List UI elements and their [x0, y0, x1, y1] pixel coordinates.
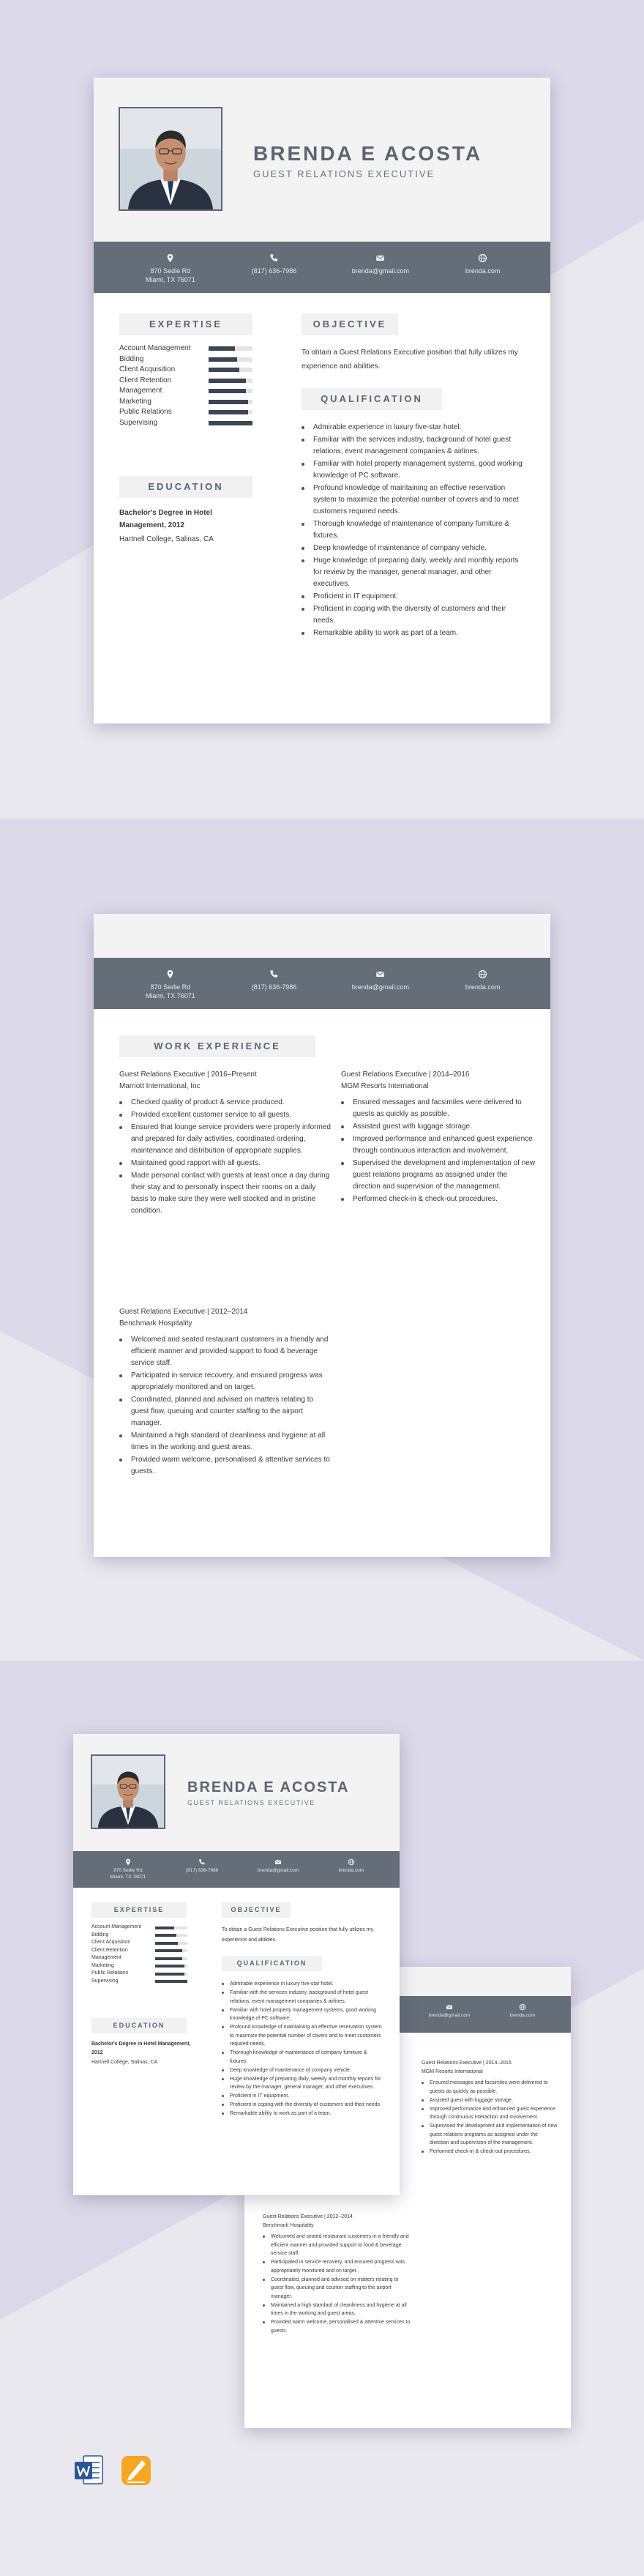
section-qualification: QUALIFICATION — [302, 388, 442, 410]
skill-row — [119, 419, 258, 430]
skill-level-fill — [155, 1942, 178, 1945]
preview-panel-page-2 — [0, 819, 644, 1661]
skill-label: Supervising — [119, 418, 158, 427]
candidate-name: BRENDA E ACOSTA — [253, 142, 483, 165]
bullet-item: Ensured that lounge service providers were properly informed and prepared for daily activities, coordinated ordering, maintenance and distribution of appropriate supplies. — [119, 1122, 332, 1157]
preview-panel-page-1 — [0, 0, 644, 819]
bullet-item: Improved performance and enhanced guest experience through continuous interaction and involvement. — [341, 1133, 536, 1157]
envelope-icon — [333, 969, 428, 979]
skill-label: Management — [119, 387, 162, 395]
skill-label: Marketing — [91, 1962, 114, 1968]
bullet-item: Thorough knowledge of maintenance of company furniture & fixtures. — [302, 518, 528, 542]
skill-level-bar — [155, 1980, 187, 1983]
skill-level-fill — [155, 1927, 174, 1929]
contact-address-line: 870 Sedie Rd — [113, 1868, 143, 1873]
skill-row — [119, 355, 258, 366]
candidate-title: GUEST RELATIONS EXECUTIVE — [187, 1799, 315, 1806]
phone-icon — [226, 253, 321, 263]
skill-level-bar — [209, 346, 252, 351]
bullet-item: Deep knowledge of maintenance of company vehicle. — [302, 543, 528, 554]
skill-label: Public Relations — [119, 408, 172, 416]
skill-row — [91, 1924, 191, 1932]
skill-level-bar — [209, 410, 252, 414]
microsoft-word-icon — [75, 2456, 102, 2484]
skill-level-bar — [155, 1942, 187, 1945]
skill-row — [91, 1978, 191, 1987]
skill-label: Bidding — [119, 354, 144, 363]
job-title: Guest Relations Executive | 2014–2016 — [341, 1071, 470, 1079]
job-company: MGM Resorts International — [341, 1082, 429, 1090]
objective-text: To obtain a Guest Relations Executive position that fully utilizes my experience and abilities. — [302, 349, 518, 371]
apple-pages-icon — [121, 2456, 151, 2485]
education-degree: Bachelor's Degree in Hotel Management, 2012 — [91, 2041, 191, 2055]
skill-row — [91, 1948, 191, 1956]
skill-label: Client Retention — [91, 1947, 128, 1953]
contact-phone-text: (817) 636-7986 — [185, 1868, 219, 1873]
skill-label: Client Acquisition — [119, 365, 176, 373]
skill-level-fill — [155, 1965, 184, 1968]
contact-address-line: Miami, TX 76071 — [145, 276, 195, 284]
envelope-icon — [413, 2003, 486, 2011]
bullet-item: Supervised the development and implementation of new guest relations programs as assigned under the direction and supervision of the management. — [341, 1158, 536, 1193]
bullet-item: Maintained a high standard of cleanliness and hygiene at all times in the working and guest areas. — [263, 2301, 412, 2318]
bullet-item: Improved performance and enhanced guest experience through continuous interaction and involvement. — [422, 2105, 558, 2122]
bullet-item: Assisted guest with luggage storage. — [422, 2096, 558, 2105]
contact-website — [435, 253, 531, 275]
job-company: Marriott International, Inc — [119, 1082, 201, 1090]
bullet-item: Remarkable ability to work as part of a team. — [222, 2110, 384, 2118]
skill-level-fill — [209, 379, 246, 383]
skill-row — [119, 398, 258, 409]
bullet-item: Familiar with hotel property management systems, good working knowledge of PC software. — [222, 2006, 384, 2023]
contact-email — [413, 2003, 486, 2020]
resume-page-2 — [94, 914, 550, 1557]
contact-email-text[interactable]: brenda@gmail.com — [351, 267, 409, 275]
contact-address-line: Miami, TX 76071 — [110, 1874, 146, 1880]
skill-level-fill — [209, 368, 239, 372]
bullet-item: Coordinated, planned and advised on matters relating to guest flow, queuing and counter staffing to the airport manager. — [263, 2276, 412, 2301]
bullet-item: Coordinated, planned and advised on matters relating to guest flow, queuing and counter staffing to the airport manager. — [119, 1394, 332, 1429]
bullet-item: Remarkable ability to work as part of a team. — [302, 628, 528, 639]
skill-level-fill — [155, 1973, 184, 1976]
skill-label: Client Acquisition — [91, 1940, 131, 1945]
preview-panel-overview — [0, 1661, 644, 2576]
contact-phone-text: (817) 636-7986 — [251, 983, 297, 991]
job-title: Guest Relations Executive | 2012–2014 — [119, 1308, 248, 1316]
education-degree: Bachelor's Degree in Hotel Management, 2012 — [119, 509, 212, 529]
skill-level-bar — [209, 400, 252, 404]
skill-level-fill — [155, 1934, 176, 1937]
objective-text: To obtain a Guest Relations Executive position that fully utilizes my experience and abilities. — [222, 1927, 373, 1943]
bullet-item: Made personal contact with guests at least once a day during their stay and to personally inspect their rooms on a daily basis to make sure they were well stocked and in pristine condition. — [119, 1170, 332, 1217]
skill-level-bar — [155, 1957, 187, 1960]
skill-level-fill — [155, 1949, 182, 1952]
job-duties — [119, 1334, 332, 1478]
contact-location — [123, 969, 218, 1000]
skill-row — [119, 408, 258, 419]
location-pin-icon — [91, 1858, 165, 1866]
skill-label: Supervising — [91, 1978, 119, 1984]
job-duties — [119, 1097, 332, 1217]
bullet-item: Participated in service recovery, and ensured progress was appropriately monitored and on target. — [119, 1370, 332, 1393]
contact-phone — [165, 1858, 239, 1875]
job-duties — [341, 1097, 536, 1205]
skill-row — [91, 1932, 191, 1940]
skill-level-bar — [155, 1949, 187, 1952]
app-icons — [73, 2453, 161, 2490]
skill-row — [91, 1970, 191, 1978]
bullet-item: Welcomed and seated restaurant customers in a friendly and efficient manner and provided support to food & beverage service staff. — [119, 1334, 332, 1369]
bullet-item: Familiar with hotel property management systems, good working knowledge of PC software. — [302, 458, 528, 482]
bullet-item: Huge knowledge of preparing daily, weekly and monthly reports for review by the manager, general manager, and other executives. — [222, 2075, 384, 2092]
skill-level-bar — [155, 1965, 187, 1968]
bullet-item: Provided excellent customer service to all guests. — [119, 1109, 332, 1121]
skill-row — [91, 1955, 191, 1963]
section-education: EDUCATION — [91, 2018, 187, 2033]
profile-photo — [91, 1754, 165, 1829]
job-company: Benchmark Hospitality — [263, 2222, 314, 2228]
bullet-item: Thorough knowledge of maintenance of company furniture & fixtures. — [222, 2049, 384, 2066]
globe-icon — [435, 969, 531, 979]
section-education: EDUCATION — [119, 476, 252, 498]
contact-email-text[interactable]: brenda@gmail.com — [428, 2013, 471, 2018]
bullet-item: Huge knowledge of preparing daily, weekly and monthly reports for review by the manager, general manager, and other executives. — [302, 555, 528, 590]
section-expertise: EXPERTISE — [91, 1902, 187, 1918]
bullet-item: Provided warm welcome, personalised & attentive services to guests. — [119, 1454, 332, 1478]
skill-row — [119, 365, 258, 376]
phone-icon — [165, 1858, 239, 1866]
bullet-item: Ensured messages and facsimiles were delivered to guests as quickly as possible. — [341, 1097, 536, 1120]
skill-level-bar — [155, 1973, 187, 1976]
skill-level-bar — [209, 357, 252, 362]
skill-level-fill — [209, 357, 237, 362]
job-title: Guest Relations Executive | 2012–2014 — [263, 2214, 353, 2219]
bullet-item: Participated in service recovery, and ensured progress was appropriately monitored and on target. — [263, 2258, 412, 2275]
section-work-experience: WORK EXPERIENCE — [119, 1035, 315, 1057]
envelope-icon — [333, 253, 428, 263]
skill-level-fill — [209, 400, 248, 404]
candidate-name: BRENDA E ACOSTA — [187, 1779, 350, 1795]
bullet-item: Admirable experience in luxury five-star hotel. — [302, 422, 528, 433]
contact-location — [91, 1858, 165, 1881]
contact-website-text[interactable]: brenda.com — [509, 2013, 536, 2018]
skills-list — [119, 344, 258, 429]
bullet-item: Supervised the development and implementation of new guest relations programs as assigned under the direction and supervision of the management. — [422, 2122, 558, 2148]
bullet-item: Proficient in coping with the diversity of customers and their needs. — [302, 603, 528, 627]
job-entry — [119, 1069, 332, 1218]
location-pin-icon — [123, 253, 218, 263]
resume-page-1 — [94, 78, 550, 723]
contact-email — [333, 969, 428, 991]
bullet-item: Performed check-in & check-out procedures. — [341, 1194, 536, 1205]
contact-website-text[interactable]: brenda.com — [465, 983, 501, 991]
job-entry — [263, 2213, 412, 2336]
globe-icon — [315, 1858, 388, 1866]
profile-photo — [119, 107, 222, 211]
qualification-list — [222, 1980, 384, 2118]
skill-level-fill — [155, 1980, 187, 1983]
skill-level-fill — [155, 1957, 182, 1960]
skill-level-bar — [209, 368, 252, 372]
skill-row — [119, 344, 258, 355]
job-entry — [341, 1069, 536, 1206]
skill-level-bar — [155, 1927, 187, 1929]
bullet-item: Maintained good rapport with all guests. — [119, 1158, 332, 1169]
bullet-item: Proficient in coping with the diversity of customers and their needs. — [222, 2101, 384, 2110]
bullet-item: Profound knowledge of maintaining an effective reservation system to maximize the potential number of covers and to meet customers required needs. — [222, 2023, 384, 2049]
job-duties — [422, 2079, 558, 2156]
skills-list — [91, 1924, 191, 1986]
qualification-list — [302, 422, 528, 640]
skill-level-fill — [209, 346, 235, 351]
contact-email-text[interactable]: brenda@gmail.com — [351, 983, 409, 991]
skill-level-bar — [209, 389, 252, 393]
globe-icon — [486, 2003, 559, 2011]
bullet-item: Proficient in IT equipment. — [222, 2092, 384, 2101]
contact-email — [242, 1858, 315, 1875]
education-school: Hartnell College, Salinas, CA — [119, 535, 214, 543]
contact-location — [123, 253, 218, 284]
bullet-item: Performed check-in & check-out procedures. — [422, 2148, 558, 2156]
contact-website — [435, 969, 531, 991]
skill-label: Account Management — [119, 344, 191, 352]
job-entry — [422, 2059, 558, 2156]
location-pin-icon — [123, 969, 218, 979]
section-expertise: EXPERTISE — [119, 313, 252, 335]
candidate-title: GUEST RELATIONS EXECUTIVE — [253, 168, 435, 179]
contact-address-line: 870 Sedie Rd — [150, 983, 191, 991]
skill-level-bar — [155, 1934, 187, 1937]
contact-address-line: 870 Sedie Rd — [150, 267, 191, 275]
contact-website — [315, 1858, 388, 1875]
section-qualification: QUALIFICATION — [222, 1956, 322, 1971]
skill-row — [119, 376, 258, 387]
contact-website — [486, 2003, 559, 2020]
skill-level-bar — [209, 421, 252, 425]
skill-level-bar — [209, 379, 252, 383]
bullet-item: Admirable experience in luxury five-star hotel. — [222, 1980, 384, 1989]
job-duties — [263, 2233, 412, 2335]
skill-label: Management — [91, 1955, 121, 1960]
phone-icon — [226, 969, 321, 979]
bullet-item: Ensured messages and facsimiles were delivered to guests as quickly as possible. — [422, 2079, 558, 2096]
bullet-item: Proficient in IT equipment. — [302, 591, 528, 603]
bullet-item: Familiar with the services industry, background of hotel guest relations, event management companies & airlines. — [222, 1989, 384, 2006]
contact-phone — [226, 253, 321, 275]
skill-level-fill — [209, 389, 246, 393]
skill-label: Bidding — [91, 1932, 109, 1937]
section-objective: OBJECTIVE — [222, 1902, 291, 1918]
contact-email-text[interactable]: brenda@gmail.com — [257, 1868, 299, 1873]
globe-icon — [435, 253, 531, 263]
job-company: MGM Resorts International — [422, 2069, 483, 2074]
skill-level-fill — [209, 410, 248, 414]
bullet-item: Provided warm welcome, personalised & attentive services to guests. — [263, 2318, 412, 2335]
bullet-item: Welcomed and seated restaurant customers in a friendly and efficient manner and provided support to food & beverage service staff. — [263, 2233, 412, 2258]
skill-level-fill — [209, 421, 252, 425]
job-company: Benchmark Hospitality — [119, 1319, 192, 1328]
job-title: Guest Relations Executive | 2014–2016 — [422, 2061, 512, 2066]
contact-website-text[interactable]: brenda.com — [465, 267, 501, 275]
job-title: Guest Relations Executive | 2016–Present — [119, 1071, 257, 1079]
bullet-item: Deep knowledge of maintenance of company vehicle. — [222, 2066, 384, 2075]
contact-email — [333, 253, 428, 275]
contact-phone-text: (817) 636-7986 — [251, 267, 297, 275]
skill-row — [91, 1940, 191, 1948]
bullet-item: Familiar with the services industry, background of hotel guest relations, event management companies & airlines. — [302, 434, 528, 458]
skill-label: Client Retention — [119, 376, 172, 384]
job-entry — [119, 1306, 332, 1478]
section-objective: OBJECTIVE — [302, 313, 398, 335]
skill-label: Marketing — [119, 397, 151, 406]
envelope-icon — [242, 1858, 315, 1866]
education-school: Hartnell College, Salinas, CA — [91, 2060, 158, 2065]
bullet-item: Assisted guest with luggage storage. — [341, 1121, 536, 1133]
contact-address-line: Miami, TX 76071 — [145, 992, 195, 1000]
skill-row — [119, 387, 258, 398]
skill-label: Account Management — [91, 1924, 142, 1929]
contact-website-text[interactable]: brenda.com — [338, 1868, 364, 1873]
bullet-item: Profound knowledge of maintaining an effective reservation system to maximize the potential number of covers and to meet customers required needs. — [302, 483, 528, 518]
skill-label: Public Relations — [91, 1970, 129, 1976]
skill-row — [91, 1963, 191, 1971]
bullet-item: Maintained a high standard of cleanliness and hygiene at all times in the working and guest areas. — [119, 1430, 332, 1453]
bullet-item: Checked quality of product & service produced. — [119, 1097, 332, 1109]
contact-phone — [226, 969, 321, 991]
resume-page-1-thumbnail — [73, 1734, 400, 2195]
